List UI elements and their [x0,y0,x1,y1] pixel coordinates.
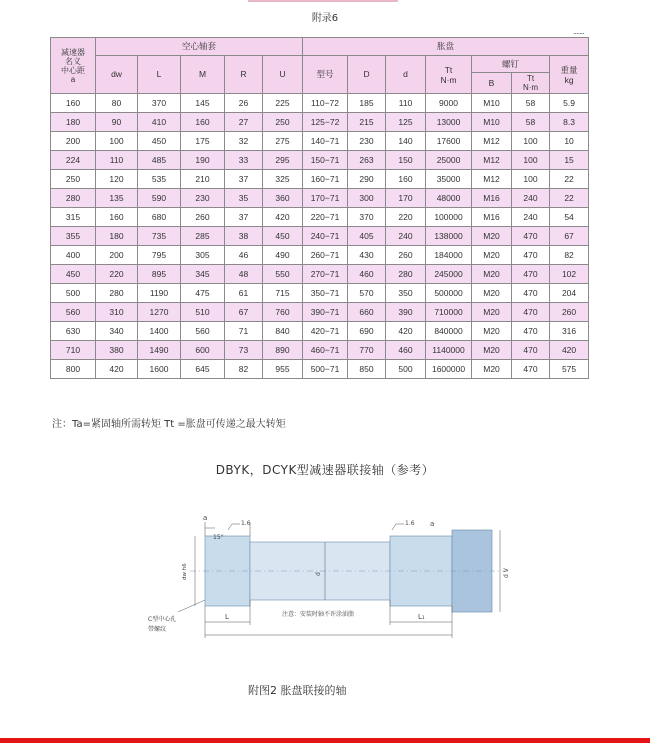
table-cell: 125−72 [303,113,348,132]
table-cell: 475 [181,284,225,303]
table-cell: 140−71 [303,132,348,151]
table-cell: 1270 [138,303,181,322]
table-cell: 230 [348,132,386,151]
table-cell: 1400 [138,322,181,341]
table-cell: 160 [51,94,96,113]
label-d: d [315,572,322,576]
table-cell: 470 [512,265,550,284]
label-angle: 15° [213,534,224,541]
table-row [51,246,589,265]
table-row [51,208,589,227]
table-cell: 80 [96,94,138,113]
leader-center-hole [178,600,205,612]
table-cell: 300 [348,189,386,208]
table-cell: 25000 [426,151,472,170]
table-cell: M12 [472,132,512,151]
table-cell: 895 [138,265,181,284]
table-cell: 600 [181,341,225,360]
table-cell: 260−71 [303,246,348,265]
table-cell: 37 [225,170,263,189]
table-cell: 46 [225,246,263,265]
table-cell: 295 [263,151,303,170]
table-cell: 22 [550,170,589,189]
table-cell: 9000 [426,94,472,113]
table-cell: 160−71 [303,170,348,189]
table-cell: 220 [386,208,426,227]
table-cell: 660 [348,303,386,322]
table-cell: 260 [550,303,589,322]
label-warning: 注意：安装时轴不许涂油脂 [282,611,355,618]
table-cell: 275 [263,132,303,151]
table-cell: 54 [550,208,589,227]
table-cell: 500 [51,284,96,303]
table-cell: 420−71 [303,322,348,341]
table-cell: 26 [225,94,263,113]
table-cell: 175 [181,132,225,151]
table-cell: 38 [225,227,263,246]
top-divider [248,0,398,2]
table-cell: 230 [181,189,225,208]
table-cell: 82 [550,246,589,265]
table-cell: 240 [512,189,550,208]
table-cell: 305 [181,246,225,265]
table-cell: 645 [181,360,225,379]
table-cell: 180 [96,227,138,246]
bottom-red-rule [0,738,650,743]
table-cell: 570 [348,284,386,303]
table-row [51,303,589,322]
table-cell: 400 [51,246,96,265]
table-cell: 370 [348,208,386,227]
table-cell: 420 [96,360,138,379]
table-cell: 955 [263,360,303,379]
table-row [51,170,589,189]
table-cell: 485 [138,151,181,170]
table-cell: 204 [550,284,589,303]
table-cell: 285 [181,227,225,246]
table-cell: 280 [96,284,138,303]
col-M: M [181,56,225,94]
table-cell: 735 [138,227,181,246]
table-cell: 560 [51,303,96,322]
table-cell: 90 [96,113,138,132]
table-cell: 500000 [426,284,472,303]
table-cell: 680 [138,208,181,227]
table-cell: 220−71 [303,208,348,227]
label-roughness-2: 1.6 [405,520,415,527]
table-cell: 840000 [426,322,472,341]
label-dw: dw h6 [182,563,188,580]
table-cell: 160 [181,113,225,132]
table-cell: 160 [386,170,426,189]
table-cell: 170 [386,189,426,208]
table-cell: 250 [263,113,303,132]
table-note: 注：Ta=紧固轴所需转矩 Tt =胀盘可传递之最大转矩 [52,419,286,430]
table-cell: 184000 [426,246,472,265]
table-cell: 1600000 [426,360,472,379]
table-cell: 795 [138,246,181,265]
table-cell: 420 [263,208,303,227]
table-cell: 32 [225,132,263,151]
table-cell: 1490 [138,341,181,360]
appendix-title: 附录6 [311,13,339,24]
label-center-hole: C型中心孔 [148,616,177,623]
table-cell: 210 [181,170,225,189]
table-cell: 240 [386,227,426,246]
table-cell: M20 [472,246,512,265]
shaft-title: DBYK，DCYK型减速器联接轴（参考） [215,463,435,477]
table-cell: 160 [96,208,138,227]
table-cell: 315 [51,208,96,227]
table-cell: 102 [550,265,589,284]
table-cell: 355 [51,227,96,246]
table-cell: 58 [512,113,550,132]
table-cell: 35000 [426,170,472,189]
table-cell: M10 [472,113,512,132]
roughness-mark-2 [392,524,404,530]
table-cell: 250 [51,170,96,189]
table-row [51,132,589,151]
table-cell: 575 [550,360,589,379]
table-cell: M10 [472,94,512,113]
col-L: L [138,56,181,94]
table-cell: 760 [263,303,303,322]
table-cell: 120 [96,170,138,189]
table-cell: 270−71 [303,265,348,284]
table-cell: 490 [263,246,303,265]
table-cell: 630 [51,322,96,341]
label-L: L [225,613,229,621]
table-cell: 1190 [138,284,181,303]
table-cell: 48000 [426,189,472,208]
table-cell: 185 [348,94,386,113]
header-screw: 螺钉 [472,56,550,73]
table-row [51,113,589,132]
table-cell: 17600 [426,132,472,151]
table-body [51,94,589,379]
header-center-distance: 减速器 名义 中心距 a [51,38,96,94]
table-cell: M20 [472,360,512,379]
table-cell: 450 [138,132,181,151]
table-cell: 460 [386,341,426,360]
table-cell: 15 [550,151,589,170]
table-cell: 850 [348,360,386,379]
table-cell: 405 [348,227,386,246]
table-cell: 100 [512,170,550,189]
table-cell: 280 [51,189,96,208]
table-cell: 350−71 [303,284,348,303]
table-cell: 135 [96,189,138,208]
table-cell: M20 [472,322,512,341]
table-cell: 100 [512,132,550,151]
table-cell: 470 [512,303,550,322]
table-cell: 460−71 [303,341,348,360]
table-cell: 560 [181,322,225,341]
page-marker: ....... [573,27,584,36]
table-cell: M16 [472,208,512,227]
col-weight: 重量 kg [550,56,589,94]
col-d: d [386,56,426,94]
table-cell: 140 [386,132,426,151]
table-cell: 450 [263,227,303,246]
table-cell: 245000 [426,265,472,284]
col-model: 型号 [303,56,348,94]
table-cell: 125 [386,113,426,132]
table-cell: 316 [550,322,589,341]
table-cell: 190 [181,151,225,170]
table-cell: 1600 [138,360,181,379]
label-thread: 带螺纹 [148,626,167,633]
table-cell: 180 [51,113,96,132]
table-row [51,227,589,246]
table-cell: 360 [263,189,303,208]
table-cell: 260 [386,246,426,265]
table-cell: 150−71 [303,151,348,170]
table-cell: 325 [263,170,303,189]
label-dv: d V [503,568,510,578]
table-cell: 390−71 [303,303,348,322]
table-cell: M20 [472,227,512,246]
table-cell: 10 [550,132,589,151]
table-cell: 71 [225,322,263,341]
table-row [51,322,589,341]
table-cell: 35 [225,189,263,208]
table-cell: 263 [348,151,386,170]
table-cell: 220 [96,265,138,284]
table-cell: 390 [386,303,426,322]
table-cell: 420 [386,322,426,341]
table-cell: 840 [263,322,303,341]
col-Tt-screw: Tt N·m [512,73,550,94]
table-cell: 280 [386,265,426,284]
table-cell: 715 [263,284,303,303]
table-cell: 370 [138,94,181,113]
col-B: B [472,73,512,94]
shaft-drawing [0,500,650,660]
table-cell: M20 [472,303,512,322]
header-hollow-shaft: 空心轴套 [96,38,303,56]
table-cell: 510 [181,303,225,322]
table-cell: 73 [225,341,263,360]
roughness-mark-1 [228,524,240,530]
table-cell: 33 [225,151,263,170]
label-roughness-1: 1.6 [241,520,251,527]
table-cell: 48 [225,265,263,284]
table-cell: 150 [386,151,426,170]
table-cell: 420 [550,341,589,360]
table-cell: 535 [138,170,181,189]
table-cell: M12 [472,170,512,189]
table-cell: 27 [225,113,263,132]
table-cell: 770 [348,341,386,360]
table-row [51,341,589,360]
table-cell: 460 [348,265,386,284]
table-cell: 550 [263,265,303,284]
table-cell: M20 [472,341,512,360]
col-R: R [225,56,263,94]
col-U: U [263,56,303,94]
table-cell: 58 [512,94,550,113]
table-cell: 800 [51,360,96,379]
table-cell: 110 [96,151,138,170]
table-cell: 240−71 [303,227,348,246]
table-cell: 470 [512,360,550,379]
table-cell: 110 [386,94,426,113]
table-cell: 100 [96,132,138,151]
table-cell: 430 [348,246,386,265]
table-cell: 470 [512,284,550,303]
col-D: D [348,56,386,94]
table-cell: 690 [348,322,386,341]
table-cell: 22 [550,189,589,208]
table-cell: 1140000 [426,341,472,360]
label-a2: a [430,520,435,528]
table-cell: 380 [96,341,138,360]
table-cell: 138000 [426,227,472,246]
table-cell: 5.9 [550,94,589,113]
table-cell: 37 [225,208,263,227]
table-cell: 215 [348,113,386,132]
table-cell: 470 [512,322,550,341]
label-L1: L₁ [418,613,425,621]
col-dw: dw [96,56,138,94]
table-cell: 470 [512,227,550,246]
table-cell: 225 [263,94,303,113]
table-cell: 590 [138,189,181,208]
table-cell: 260 [181,208,225,227]
table-cell: 200 [51,132,96,151]
table-cell: M12 [472,151,512,170]
table-cell: 100000 [426,208,472,227]
table-row [51,151,589,170]
table-cell: 470 [512,246,550,265]
table-cell: 145 [181,94,225,113]
table-cell: 410 [138,113,181,132]
spec-table [50,37,589,379]
table-cell: 470 [512,341,550,360]
table-cell: 710000 [426,303,472,322]
table-cell: 340 [96,322,138,341]
table-cell: 350 [386,284,426,303]
table-cell: 224 [51,151,96,170]
table-cell: 110−72 [303,94,348,113]
table-cell: 200 [96,246,138,265]
table-cell: 67 [225,303,263,322]
table-cell: 8.3 [550,113,589,132]
table-cell: 61 [225,284,263,303]
table-row [51,265,589,284]
table-cell: 345 [181,265,225,284]
table-row [51,94,589,113]
table-row [51,189,589,208]
col-Tt: Tt N·m [426,56,472,94]
table-cell: 82 [225,360,263,379]
header-shrink-disc: 胀盘 [303,38,589,56]
table-cell: 500−71 [303,360,348,379]
table-cell: 13000 [426,113,472,132]
table-cell: 310 [96,303,138,322]
table-cell: 170−71 [303,189,348,208]
table-cell: M20 [472,284,512,303]
table-cell: 450 [51,265,96,284]
label-a: a [203,514,208,522]
table-cell: 290 [348,170,386,189]
table-cell: 500 [386,360,426,379]
table-cell: 100 [512,151,550,170]
table-cell: M16 [472,189,512,208]
table-row [51,284,589,303]
figure-caption: 附图2 胀盘联接的轴 [248,684,347,697]
table-row [51,360,589,379]
table-cell: 710 [51,341,96,360]
table-cell: 67 [550,227,589,246]
table-cell: M20 [472,265,512,284]
table-cell: 890 [263,341,303,360]
table-cell: 240 [512,208,550,227]
